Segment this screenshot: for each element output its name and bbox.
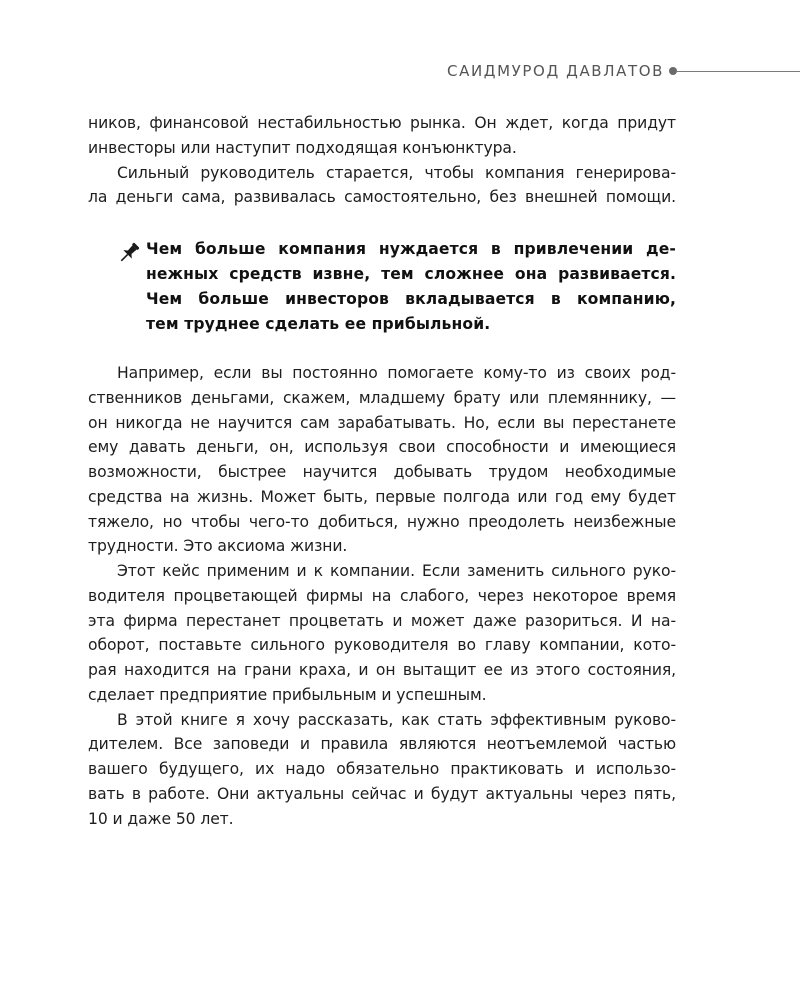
text-line: инвесторы или наступит подходящая конъюнктура. (88, 138, 517, 157)
text-line: возможности, быстрее научится добывать трудом необходимые (88, 463, 676, 481)
text-line: ла деньги сама, развивалась самостоятельно, без внешней помощи. (88, 188, 676, 207)
text-line: оборот, поставьте сильного руководителя во главу компании, кото- (88, 636, 676, 655)
text-line: он никогда не научится сам зарабатывать. Но, если вы перестанете (88, 413, 676, 432)
text-line: тяжело, но чтобы чего-то добиться, нужно преодолеть неизбежные (88, 512, 676, 531)
text-line: сделает предприятие прибыльным и успешным. (88, 685, 487, 704)
paragraph (88, 161, 676, 211)
quote-line: Чем больше компания нуждается в привлечении де- (146, 240, 676, 258)
quote-line: нежных средств извне, тем сложнее она развивается. (146, 265, 676, 283)
running-header (0, 59, 800, 83)
text-line: вашего будущего, их надо обязательно практиковать и использо- (88, 760, 676, 778)
paragraph (88, 708, 676, 832)
text-line: ников, финансовой нестабильностью рынка. Он ждет, когда придут (88, 114, 676, 132)
text-line: водителя процветающей фирмы на слабого, через некоторое время (88, 586, 676, 605)
top-text-block (88, 111, 676, 210)
quote-line: Чем больше инвесторов вкладывается в компанию, (146, 290, 676, 308)
text-line: трудности. Это аксиома жизни. (88, 537, 348, 556)
paragraph-continuation (88, 111, 676, 161)
text-line: Сильный руководитель старается, чтобы компания генерирова- (117, 163, 676, 182)
text-line: ему давать деньги, он, используя свои способности и имеющиеся (88, 438, 676, 457)
text-line: эта фирма перестанет процветать и может даже разориться. И на- (88, 611, 676, 630)
header-bullet (669, 67, 677, 75)
text-line: вать в работе. Они актуальны сейчас и будут актуальны через пять, (88, 784, 676, 803)
text-line: Например, если вы постоянно помогаете кому-то из своих род- (117, 364, 676, 382)
text-line: Этот кейс применим и к компании. Если заменить сильного руко- (117, 562, 676, 580)
text-line: дителем. Все заповеди и правила являются неотъемлемой частью (88, 735, 676, 754)
text-line: ственников деньгами, скажем, младшему брату или племяннику, — (88, 388, 676, 407)
text-line: рая находится на грани краха, и он вытащит ее из этого состояния, (88, 661, 676, 679)
paragraph (88, 559, 676, 708)
text-line: В этой книге я хочу рассказать, как стать эффективным руково- (117, 710, 676, 729)
header-author-name: САИДМУРОД ДАВЛАТОВ (447, 62, 664, 80)
quote-line: тем труднее сделать ее прибыльной. (146, 315, 491, 333)
text-line: средства на жизнь. Может быть, первые полгода или год ему будет (88, 487, 676, 506)
paragraph (88, 361, 676, 559)
body-text-block (88, 361, 676, 831)
pushpin-icon (116, 240, 142, 266)
text-line: 10 и даже 50 лет. (88, 809, 234, 828)
header-rule (677, 71, 800, 72)
